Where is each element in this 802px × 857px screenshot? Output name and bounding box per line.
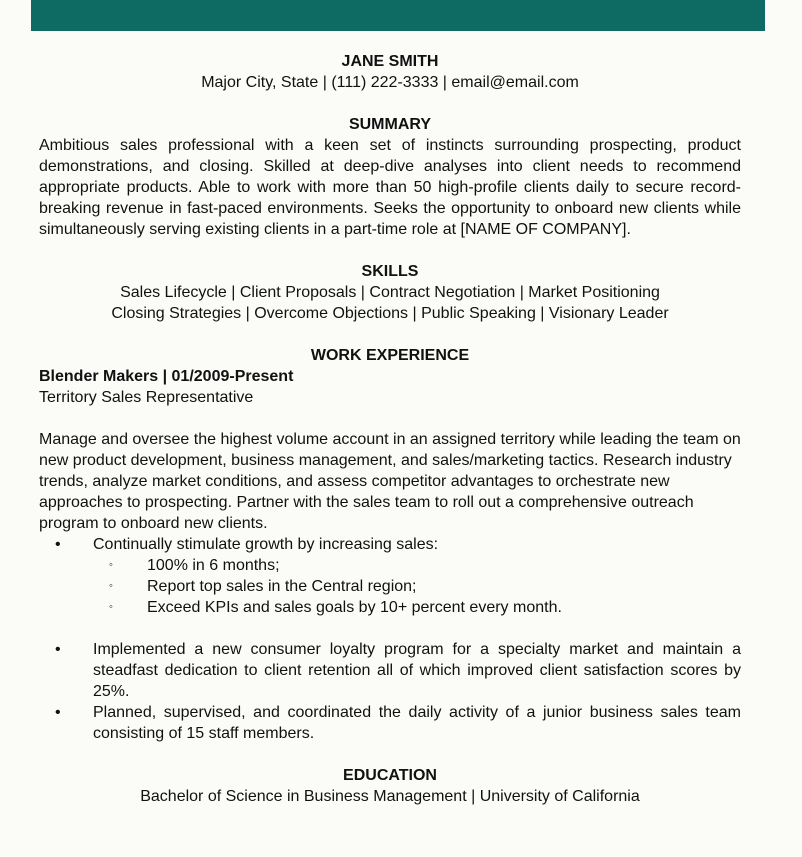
list-item [39, 702, 741, 744]
spacer [39, 408, 741, 429]
skills-heading: SKILLS [361, 263, 419, 280]
spacer [39, 240, 741, 261]
education-text: Bachelor of Science in Business Management | University of California [140, 788, 640, 805]
education-heading: EDUCATION [343, 767, 437, 784]
list-item [39, 534, 741, 639]
company-line: Blender Makers | 01/2009-Present [39, 368, 294, 385]
bullet-icon: • [55, 641, 61, 658]
sub-bullet-icon: ◦ [109, 580, 113, 592]
summary-heading: SUMMARY [348, 116, 432, 133]
experience-heading: WORK EXPERIENCE [310, 347, 470, 364]
sub-bullet-text: 100% in 6 months; [147, 557, 280, 574]
list-item [93, 576, 741, 597]
candidate-name: JANE SMITH [341, 53, 439, 70]
sub-bullet-icon: ◦ [109, 601, 113, 613]
sub-list [93, 555, 741, 618]
skills-line-2: Closing Strategies | Overcome Objections | Public Speaking | Visionary Leader [111, 305, 669, 322]
sub-bullet-icon: ◦ [109, 559, 113, 571]
achievement-list [39, 534, 741, 744]
sub-bullet-text: Report top sales in the Central region; [147, 578, 417, 595]
bullet-icon: • [55, 704, 61, 721]
bullet-icon: • [55, 536, 61, 553]
spacer [39, 93, 741, 114]
job-description: Manage and oversee the highest volume account in an assigned territory while leading the team on new product development, business management, and sales/marketing tactics. Research industry trends, analyze market conditions, and assess competitor advantages to orchestrate new approaches to prospecting. Partner with the sales team to roll out a comprehensive outreach program to onboard new clients. [39, 431, 741, 532]
resume-page [39, 51, 741, 807]
bullet-text: Continually stimulate growth by increasing sales: [93, 536, 439, 553]
contact-info: Major City, State | (111) 222-3333 | email@email.com [201, 74, 579, 91]
list-item [93, 597, 741, 618]
spacer [39, 744, 741, 765]
spacer [39, 324, 741, 345]
job-role: Territory Sales Representative [39, 389, 254, 406]
sub-bullet-text: Exceed KPIs and sales goals by 10+ percent every month. [147, 599, 562, 616]
list-item [39, 639, 741, 702]
skills-line-1: Sales Lifecycle | Client Proposals | Contract Negotiation | Market Positioning [120, 284, 660, 301]
spacer [93, 618, 741, 639]
bullet-text: Implemented a new consumer loyalty program for a specialty market and maintain a steadfast dedication to client retention all of which improved client satisfaction scores by 25%. [93, 641, 741, 700]
header-accent-bar [31, 0, 765, 31]
summary-text: Ambitious sales professional with a keen set of instincts surrounding prospecting, product demonstrations, and closing. Skilled at deep-dive analyses into client needs to recommend appropriate products. Able to work with more than 50 high-profile clients daily to secure record-breaking revenue in fast-paced environments. Seeks the opportunity to onboard new clients while simultaneously serving existing clients in a part-time role at [NAME OF COMPANY]. [39, 137, 741, 238]
bullet-text: Planned, supervised, and coordinated the daily activity of a junior business sales team consisting of 15 staff members. [93, 704, 741, 742]
list-item [93, 555, 741, 576]
